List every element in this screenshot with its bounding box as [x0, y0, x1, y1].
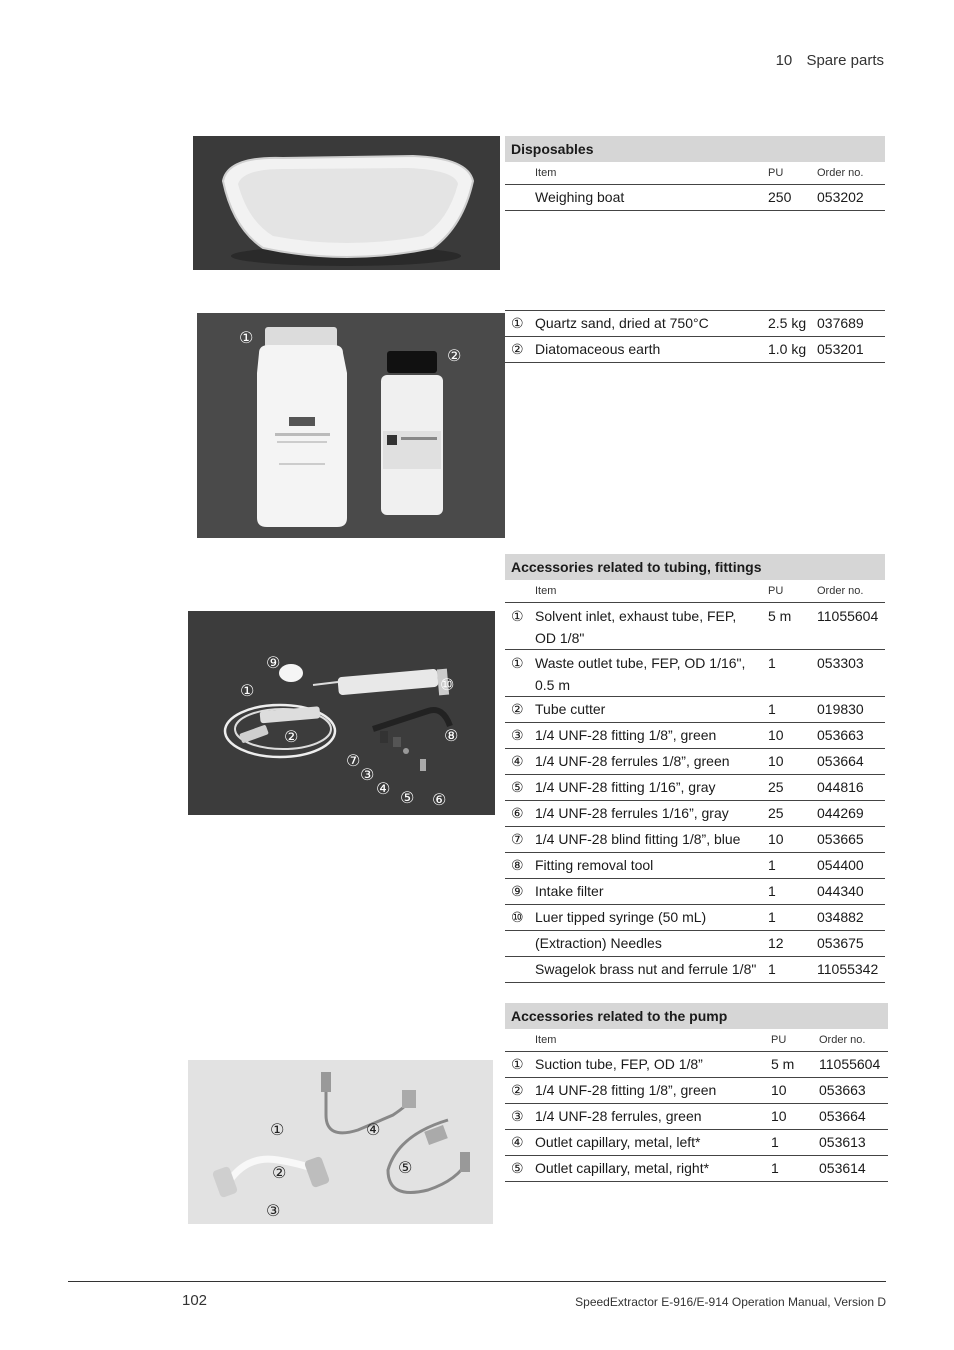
row-item: (Extraction) Needles — [535, 935, 662, 951]
photo-callout: ② — [447, 348, 462, 365]
col-pu-header: PU — [768, 585, 784, 597]
row-number: ② — [511, 701, 524, 717]
row-item: Intake filter — [535, 883, 604, 899]
row-item: Outlet capillary, metal, right* — [535, 1160, 710, 1176]
row-pu: 2.5 kg — [768, 315, 807, 331]
row-pu: 1 — [768, 857, 776, 873]
row-number: ② — [511, 341, 524, 357]
row-pu: 10 — [768, 831, 784, 847]
row-order: 053663 — [819, 1082, 866, 1098]
row-number: ⑨ — [511, 883, 524, 899]
col-item-header: Item — [535, 585, 557, 597]
table-row — [505, 1078, 888, 1104]
photo-callout: ⑦ — [346, 753, 361, 770]
row-order: 054400 — [817, 857, 864, 873]
table-row — [505, 1156, 888, 1182]
row-number: ⑦ — [511, 831, 524, 847]
table-header — [505, 1029, 888, 1052]
row-item: 1/4 UNF-28 ferrules 1/8”, green — [535, 753, 730, 769]
row-item: 1/4 UNF-28 fitting 1/8”, green — [535, 1082, 717, 1098]
row-order: 044816 — [817, 779, 864, 795]
row-item: Luer tipped syringe (50 mL) — [535, 909, 707, 925]
row-number: ⑥ — [511, 805, 524, 821]
sand-bottles-photo — [197, 313, 505, 538]
table-row — [505, 879, 885, 905]
table-row — [505, 1104, 888, 1130]
running-header — [776, 52, 884, 69]
table-row — [505, 723, 885, 749]
row-item: Suction tube, FEP, OD 1/8” — [535, 1056, 703, 1072]
table-header — [505, 580, 885, 603]
table-row — [505, 853, 885, 879]
row-item: 1/4 UNF-28 blind fitting 1/8”, blue — [535, 831, 741, 847]
col-pu-header: PU — [768, 167, 784, 179]
chapter-title: Spare parts — [806, 52, 884, 69]
row-item: Swagelok brass nut and ferrule 1/8" — [535, 961, 757, 977]
row-item: 1/4 UNF-28 ferrules, green — [535, 1108, 702, 1124]
row-pu: 5 m — [768, 608, 792, 624]
col-pu-header: PU — [771, 1034, 787, 1046]
row-pu: 25 — [768, 779, 784, 795]
photo-callout: ③ — [266, 1203, 281, 1220]
row-order: 053675 — [817, 935, 864, 951]
chapter-number: 10 — [775, 52, 793, 69]
table-row — [505, 697, 885, 723]
row-item: Diatomaceous earth — [535, 341, 661, 357]
table-title: Accessories related to the pump — [505, 1003, 888, 1029]
row-order: 037689 — [817, 315, 864, 331]
row-item: Solvent inlet, exhaust tube, FEP, OD 1/8" — [535, 608, 737, 646]
table-row — [505, 311, 885, 337]
row-order: 053303 — [817, 655, 864, 671]
row-pu: 1 — [768, 883, 776, 899]
row-order: 11055604 — [817, 608, 879, 624]
row-number: ① — [511, 608, 524, 624]
photo-callout: ④ — [366, 1122, 381, 1139]
table-row — [505, 185, 885, 211]
row-pu: 10 — [768, 727, 784, 743]
row-number: ⑤ — [511, 779, 524, 795]
table-row — [505, 931, 885, 957]
row-order: 019830 — [817, 701, 864, 717]
table-row — [505, 603, 885, 650]
row-number: ⑧ — [511, 857, 524, 873]
table-row — [505, 1130, 888, 1156]
table-row — [505, 650, 885, 697]
row-item: Outlet capillary, metal, left* — [535, 1134, 701, 1150]
photo-callout: ① — [240, 683, 255, 700]
row-item: Fitting removal tool — [535, 857, 654, 873]
col-order-header: Order no. — [817, 167, 864, 179]
row-number: ① — [511, 1056, 524, 1072]
row-item: 1/4 UNF-28 fitting 1/16”, gray — [535, 779, 716, 795]
row-order: 044269 — [817, 805, 864, 821]
row-number: ⑩ — [511, 909, 524, 925]
row-order: 053664 — [817, 753, 864, 769]
row-item: Quartz sand, dried at 750°C — [535, 315, 709, 331]
photo-callout: ① — [270, 1122, 285, 1139]
row-pu: 1.0 kg — [768, 341, 807, 357]
row-pu: 10 — [771, 1108, 787, 1124]
row-pu: 250 — [768, 189, 792, 205]
manual-title: SpeedExtractor E-916/E-914 Operation Manual, Version D — [575, 1295, 886, 1309]
col-item-header: Item — [535, 167, 557, 179]
disposables-table — [505, 136, 885, 211]
photo-callout: ③ — [360, 767, 375, 784]
row-item: Waste outlet tube, FEP, OD 1/16", 0.5 m — [535, 655, 746, 693]
row-number: ④ — [511, 753, 524, 769]
row-pu: 1 — [771, 1134, 779, 1150]
photo-callout: ④ — [376, 781, 391, 798]
row-item: Weighing boat — [535, 189, 625, 205]
photo-callout: ⑧ — [444, 728, 459, 745]
table-row — [505, 775, 885, 801]
row-pu: 5 m — [771, 1056, 795, 1072]
row-number: ① — [511, 315, 524, 331]
row-pu: 1 — [771, 1160, 779, 1176]
row-pu: 10 — [771, 1082, 787, 1098]
row-order: 053663 — [817, 727, 864, 743]
row-item: Tube cutter — [535, 701, 606, 717]
row-order: 044340 — [817, 883, 864, 899]
row-order: 11055604 — [819, 1056, 881, 1072]
table-row — [505, 749, 885, 775]
table-row — [505, 827, 885, 853]
row-order: 11055342 — [817, 961, 879, 977]
row-order: 053665 — [817, 831, 864, 847]
photo-callout: ⑤ — [400, 790, 415, 807]
photo-callout: ⑥ — [432, 792, 447, 809]
table-title: Accessories related to tubing, fittings — [505, 554, 885, 580]
row-item: 1/4 UNF-28 ferrules 1/16”, gray — [535, 805, 729, 821]
row-number: ② — [511, 1082, 524, 1098]
row-number: ③ — [511, 727, 524, 743]
row-number: ① — [511, 655, 524, 671]
row-order: 034882 — [817, 909, 864, 925]
col-item-header: Item — [535, 1034, 557, 1046]
pump-table — [505, 1003, 888, 1182]
table-row — [505, 337, 885, 363]
row-number: ④ — [511, 1134, 524, 1150]
row-pu: 1 — [768, 961, 776, 977]
photo-callout: ② — [272, 1165, 287, 1182]
row-number: ⑤ — [511, 1160, 524, 1176]
row-order: 053614 — [819, 1160, 866, 1176]
table-row — [505, 801, 885, 827]
table-title: Disposables — [505, 136, 885, 162]
row-order: 053202 — [817, 189, 864, 205]
pump-accessories-photo — [188, 1060, 493, 1224]
weighing-boat-photo — [193, 136, 500, 270]
table-header — [505, 162, 885, 185]
row-pu: 1 — [768, 701, 776, 717]
row-pu: 25 — [768, 805, 784, 821]
sand-table — [505, 310, 885, 363]
row-item: 1/4 UNF-28 fitting 1/8”, green — [535, 727, 717, 743]
row-pu: 10 — [768, 753, 784, 769]
page-number: 102 — [182, 1292, 208, 1309]
table-row — [505, 905, 885, 931]
tubing-table — [505, 554, 885, 983]
photo-callout: ⑨ — [266, 655, 281, 672]
photo-callout: ① — [239, 330, 254, 347]
col-order-header: Order no. — [817, 585, 864, 597]
row-pu: 12 — [768, 935, 784, 951]
table-row — [505, 957, 885, 983]
row-pu: 1 — [768, 909, 776, 925]
row-pu: 1 — [768, 655, 776, 671]
row-order: 053664 — [819, 1108, 866, 1124]
row-number: ③ — [511, 1108, 524, 1124]
photo-callout: ② — [284, 729, 299, 746]
tubing-fittings-photo — [188, 611, 495, 815]
photo-callout: ⑩ — [440, 677, 455, 694]
col-order-header: Order no. — [819, 1034, 866, 1046]
row-order: 053201 — [817, 341, 864, 357]
row-order: 053613 — [819, 1134, 866, 1150]
photo-callout: ⑤ — [398, 1160, 413, 1177]
table-row — [505, 1052, 888, 1078]
footer-divider — [68, 1281, 886, 1282]
